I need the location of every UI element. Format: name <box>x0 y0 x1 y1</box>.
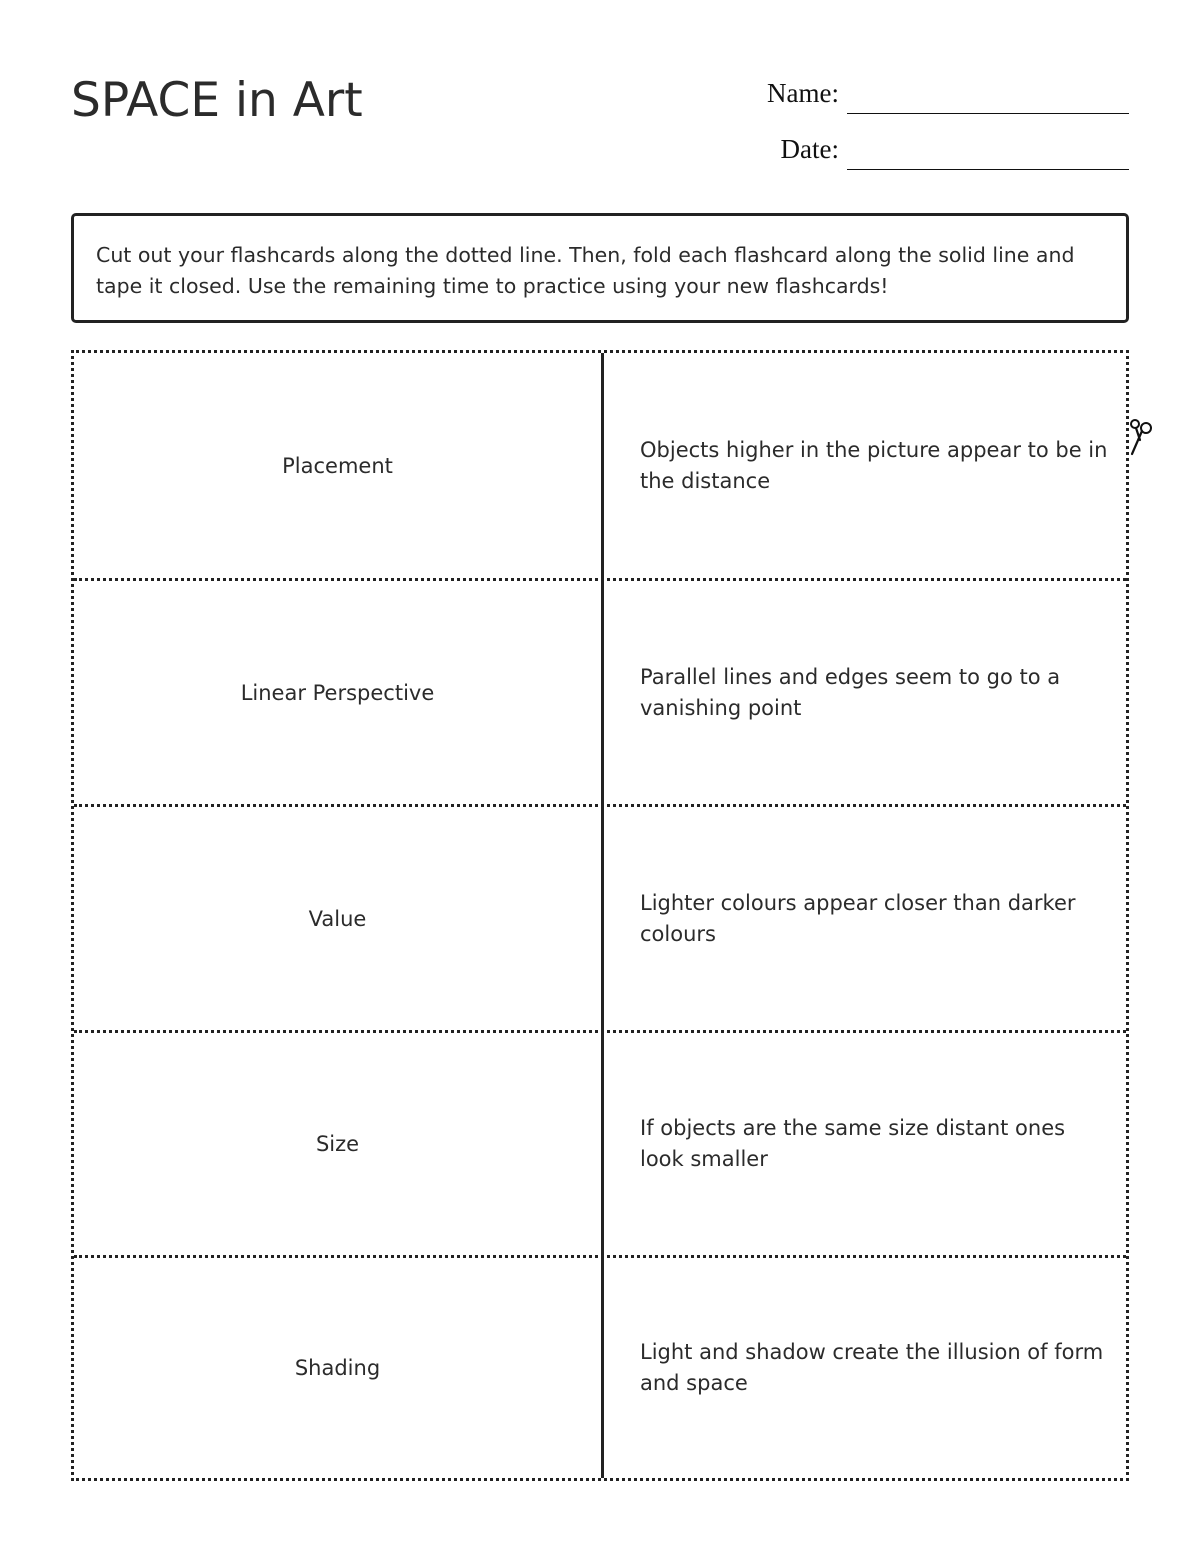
name-input-line[interactable] <box>847 113 1129 114</box>
flashcard-term: Value <box>308 906 367 931</box>
page-title: SPACE in Art <box>71 73 363 128</box>
instructions-text: Cut out your flashcards along the dotted line. Then, fold each flashcard along the solid line and tape it closed. Use the remaining time to practice using your new flashcards! <box>96 243 1075 298</box>
instructions-box <box>71 213 1129 323</box>
flashcard-term: Linear Perspective <box>240 680 435 705</box>
flashcard-definition-text: Objects higher in the picture appear to be in the distance <box>640 437 1108 493</box>
flashcard-definition <box>640 581 1110 804</box>
flashcard-term: Shading <box>294 1356 381 1380</box>
flashcard <box>74 1030 1126 1255</box>
flashcard <box>74 1255 1126 1478</box>
flashcard-definition <box>640 807 1110 1030</box>
flashcard-definition-text: If objects are the same size distant ones look smaller <box>640 1116 1066 1171</box>
flashcard-definition-text: Lighter colours appear closer than darker colours <box>640 890 1076 946</box>
flashcard-term: Placement <box>282 453 393 478</box>
flashcard <box>74 353 1126 578</box>
name-label: Name: <box>767 78 839 108</box>
flashcard-term: Size <box>315 1132 360 1156</box>
scissors-icon <box>1122 418 1158 458</box>
flashcard-definition <box>640 353 1110 578</box>
flashcard-definition-text: Light and shadow create the illusion of form and space <box>640 1340 1104 1395</box>
flashcard-definition <box>640 1033 1110 1255</box>
flashcard <box>74 804 1126 1030</box>
flashcard-sheet <box>71 350 1129 1481</box>
date-label: Date: <box>780 134 839 164</box>
flashcard-definition <box>640 1258 1110 1478</box>
flashcard <box>74 578 1126 804</box>
date-input-line[interactable] <box>847 169 1129 170</box>
flashcard-definition-text: Parallel lines and edges seem to go to a vanishing point <box>640 664 1061 720</box>
